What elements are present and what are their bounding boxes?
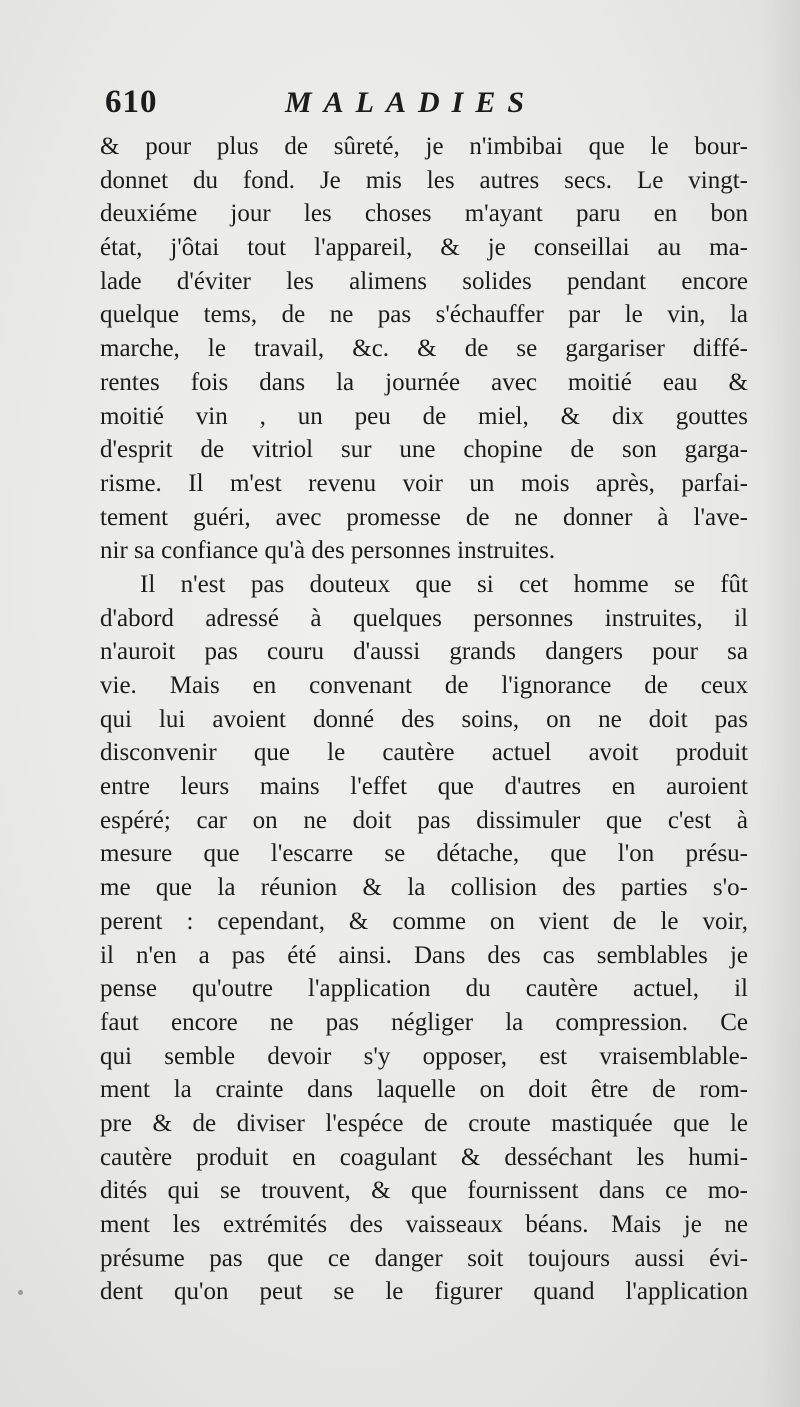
paragraph-start-line: Il n'est pas douteux que si cet homme se fût — [140, 570, 748, 598]
text-line: qui lui avoient donné des soins, on ne doit pas — [100, 705, 748, 733]
text-line: d'esprit de vitriol sur une chopine de son garga- — [100, 436, 748, 464]
text-line: risme. Il m'est revenu voir un mois après, parfai- — [100, 469, 748, 497]
text-line: faut encore ne pas négliger la compression. Ce — [100, 1008, 748, 1036]
paragraph-end-line: nir sa confiance qu'à des personnes instruites. — [100, 537, 556, 565]
text-line: lade d'éviter les alimens solides pendant encore — [100, 267, 748, 295]
text-line: entre leurs mains l'effet que d'autres en auroient — [100, 773, 748, 801]
text-line: pre & de diviser l'espéce de croute mastiquée que le — [100, 1109, 748, 1137]
text-line: tement guéri, avec promesse de ne donner à l'ave- — [100, 503, 748, 531]
text-line: espéré; car on ne doit pas dissimuler que c'est à — [100, 806, 748, 834]
text-line: état, j'ôtai tout l'appareil, & je conseillai au ma- — [100, 234, 748, 262]
text-line: dités qui se trouvent, & que fournissent dans ce mo- — [100, 1177, 748, 1205]
text-line: il n'en a pas été ainsi. Dans des cas semblables je — [100, 941, 748, 969]
page-edge-shadow — [760, 0, 800, 1407]
text-line: perent : cependant, & comme on vient de le voir, — [100, 907, 748, 935]
text-line: n'auroit pas couru d'aussi grands dangers pour sa — [100, 638, 748, 666]
text-line: vie. Mais en convenant de l'ignorance de ceux — [100, 672, 748, 699]
text-line: cautère produit en coagulant & desséchant les humi- — [100, 1143, 748, 1171]
text-line: marche, le travail, &c. & de se gargariser diffé- — [100, 335, 748, 363]
running-title: MALADIES — [285, 86, 537, 119]
paper-speck — [18, 1290, 23, 1295]
page-header — [105, 84, 745, 128]
text-line: pense qu'outre l'application du cautère actuel, il — [100, 975, 748, 1003]
body-text — [100, 130, 748, 1309]
text-line: disconvenir que le cautère actuel avoit produit — [100, 739, 748, 767]
text-line: deuxiéme jour les choses m'ayant paru en bon — [100, 200, 748, 228]
text-line: & pour plus de sûreté, je n'imbibai que le bour- — [100, 133, 748, 160]
text-line: mesure que l'escarre se détache, que l'on présu- — [100, 840, 748, 868]
text-line: moitié vin , un peu de miel, & dix gouttes — [100, 402, 748, 430]
text-line: ment les extrémités des vaisseaux béans. Mais je ne — [100, 1211, 748, 1238]
text-line: dent qu'on peut se le figurer quand l'application — [100, 1278, 748, 1306]
text-line: donnet du fond. Je mis les autres secs. Le vingt- — [100, 166, 748, 194]
text-line: d'abord adressé à quelques personnes instruites, il — [100, 604, 748, 632]
text-line: me que la réunion & la collision des parties s'o- — [100, 874, 748, 902]
text-line: quelque tems, de ne pas s'échauffer par le vin, la — [100, 301, 748, 329]
text-line: ment la crainte dans laquelle on doit être de rom- — [100, 1076, 748, 1104]
text-line: qui semble devoir s'y opposer, est vraisemblable- — [100, 1042, 748, 1070]
page-number: 610 — [105, 84, 158, 120]
text-line: présume pas que ce danger soit toujours aussi évi- — [100, 1244, 748, 1272]
text-line: rentes fois dans la journée avec moitié eau & — [100, 368, 748, 396]
